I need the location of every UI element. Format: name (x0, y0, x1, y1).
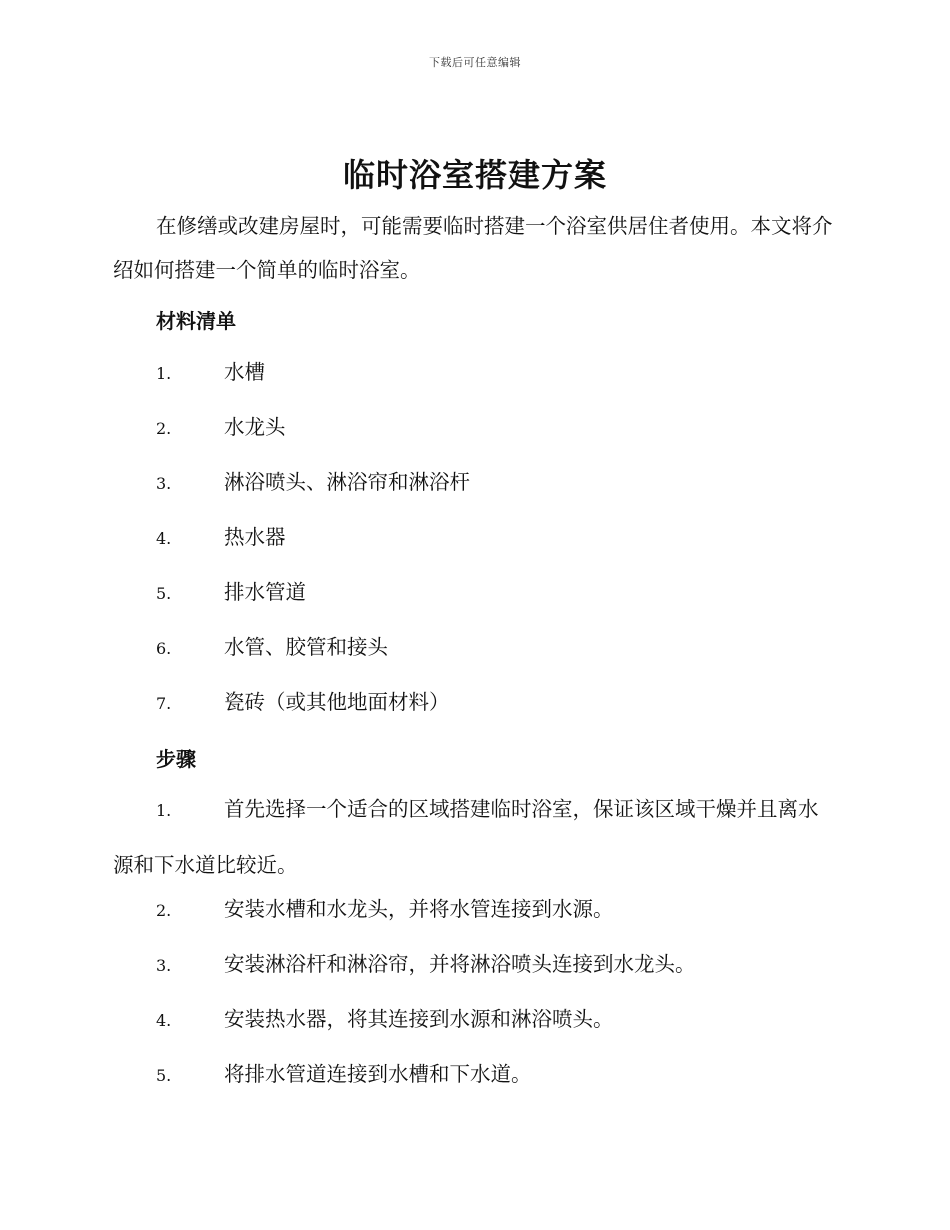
intro-paragraph: 在修缮或改建房屋时，可能需要临时搭建一个浴室供居住者使用。本文将介绍如何搭建一个简单的临时浴室。 (113, 214, 833, 282)
header-note: 下载后可任意编辑 (429, 56, 521, 69)
step-item (113, 782, 835, 892)
material-item-number: 2. (156, 419, 172, 438)
material-item-number: 7. (156, 694, 172, 713)
step-item-text: 将排水管道连接到水槽和下水道。 (224, 1062, 532, 1086)
steps-heading: 步骤 (156, 747, 196, 771)
material-item-number: 6. (156, 639, 172, 658)
material-item (156, 577, 306, 609)
step-item-number: 4. (156, 1011, 172, 1030)
material-item (156, 687, 450, 719)
material-item (156, 467, 470, 499)
material-item-text: 淋浴喷头、淋浴帘和淋浴杆 (224, 470, 470, 494)
material-item-text: 瓷砖（或其他地面材料） (224, 690, 450, 714)
step-item-text: 首先选择一个适合的区域搭建临时浴室，保证该区域干燥并且离水源和下水道比较近。 (113, 797, 819, 877)
step-item-text: 安装水槽和水龙头，并将水管连接到水源。 (224, 897, 614, 921)
step-item-number: 3. (156, 956, 172, 975)
material-item-number: 3. (156, 474, 172, 493)
material-item-text: 水管、胶管和接头 (224, 635, 388, 659)
step-item-text: 安装淋浴杆和淋浴帘，并将淋浴喷头连接到水龙头。 (224, 952, 696, 976)
material-item-text: 水槽 (224, 360, 265, 384)
material-item-text: 排水管道 (224, 580, 306, 604)
document-title: 临时浴室搭建方案 (342, 156, 607, 194)
material-item-text: 热水器 (224, 525, 286, 549)
material-item-number: 5. (156, 584, 172, 603)
step-item (156, 1059, 532, 1091)
step-item-number: 5. (156, 1066, 172, 1085)
material-item (156, 412, 286, 444)
material-item (156, 522, 286, 554)
step-item (156, 1004, 614, 1036)
material-item (156, 632, 388, 664)
step-item (156, 949, 696, 981)
step-item-number: 2. (156, 901, 172, 920)
material-item (156, 357, 265, 389)
materials-heading: 材料清单 (156, 309, 236, 333)
step-item-text: 安装热水器，将其连接到水源和淋浴喷头。 (224, 1007, 614, 1031)
step-item (156, 894, 614, 926)
material-item-number: 4. (156, 529, 172, 548)
material-item-number: 1. (156, 364, 172, 383)
material-item-text: 水龙头 (224, 415, 286, 439)
step-item-number: 1. (156, 801, 172, 820)
